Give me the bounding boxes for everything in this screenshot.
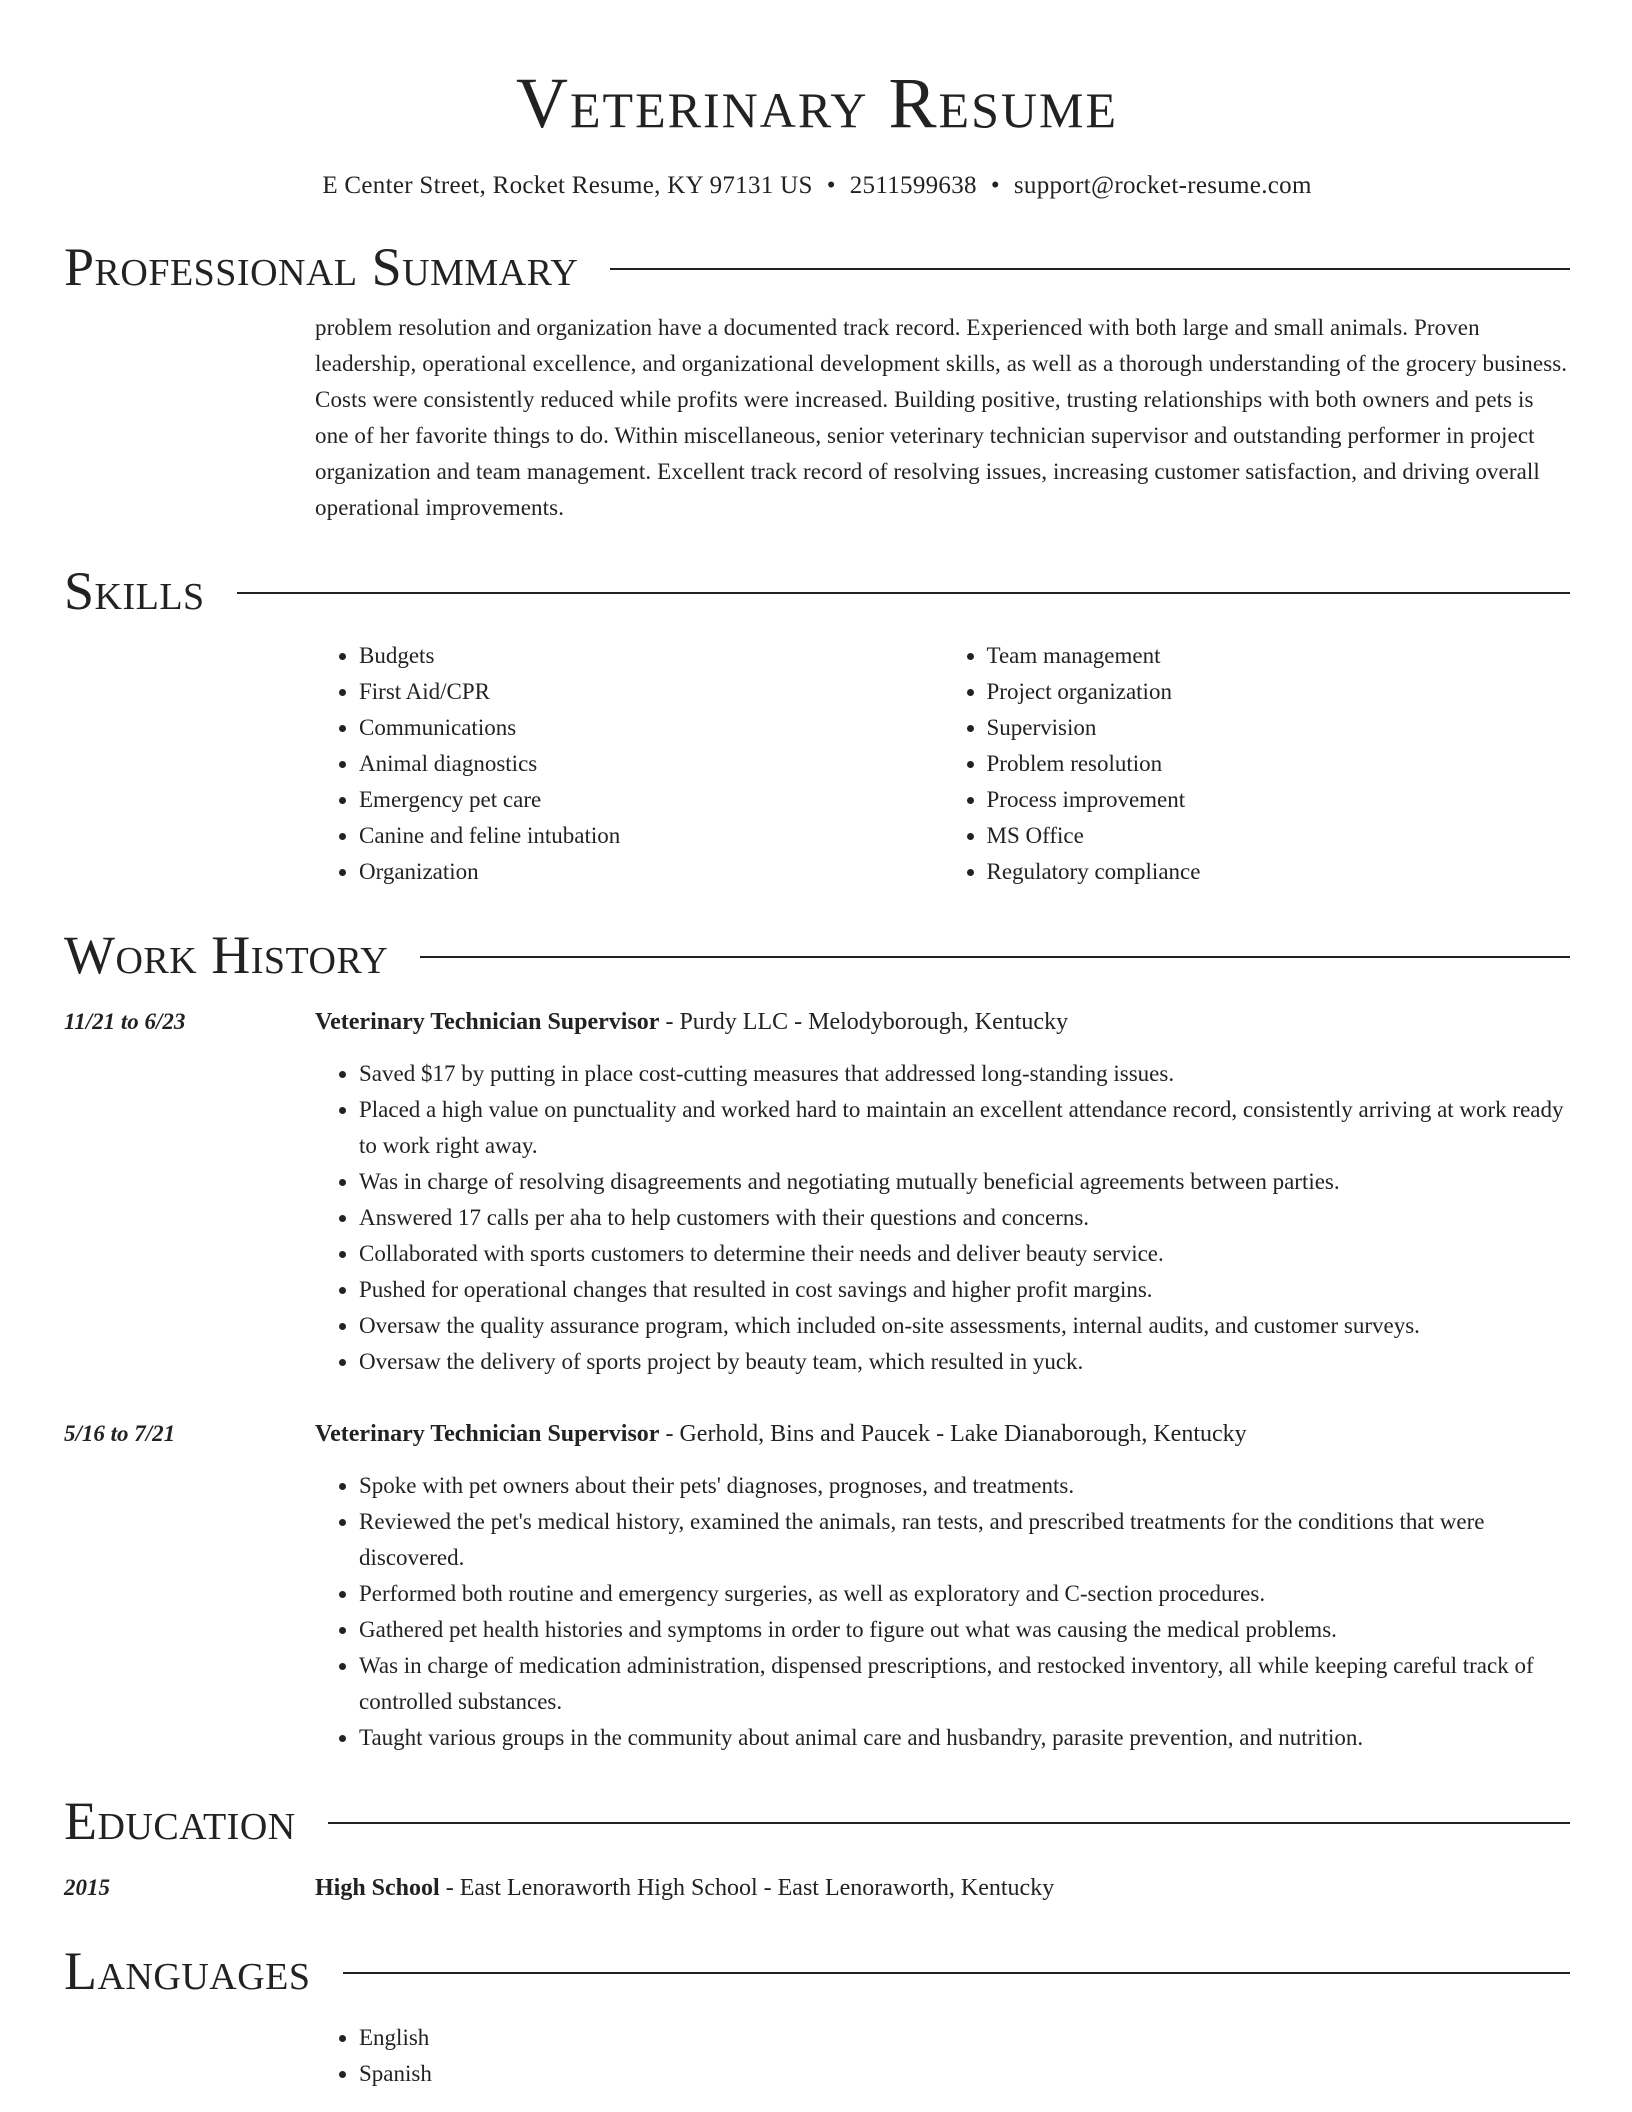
education-entry: [64, 1870, 1570, 1906]
skills-column-right: [943, 638, 1571, 890]
skill-item: • Team management: [987, 638, 1571, 674]
job-entry: [64, 1416, 1570, 1756]
job-heading: [315, 1416, 1247, 1452]
section-divider: [610, 268, 1570, 270]
job-employer: - Gerhold, Bins and Paucek - Lake Dianaborough, Kentucky: [659, 1421, 1247, 1447]
summary-section-header: [64, 236, 1570, 298]
education-heading: Education: [64, 1791, 296, 1851]
job-header: [64, 1004, 1570, 1040]
summary-heading: Professional Summary: [64, 237, 579, 297]
contact-separator: •: [826, 172, 836, 199]
skills-list: [315, 638, 1570, 890]
languages-list: [315, 2020, 1570, 2092]
skill-item: • First Aid/CPR: [359, 674, 943, 710]
education-school: - East Lenoraworth High School - East Lenoraworth, Kentucky: [439, 1875, 1055, 1901]
work-section-header: [64, 924, 1570, 986]
job-bullet: • Saved $17 by putting in place cost-cutting measures that addressed long-standing issues.: [359, 1056, 1570, 1092]
job-bullet: • Was in charge of resolving disagreements and negotiating mutually beneficial agreements between parties.: [359, 1164, 1570, 1200]
skill-item: • Budgets: [359, 638, 943, 674]
skill-item: • Regulatory compliance: [987, 854, 1571, 890]
skills-column-left: [315, 638, 943, 890]
contact-phone: 2511599638: [849, 172, 977, 199]
job-bullets: [315, 1468, 1570, 1756]
language-item: • Spanish: [359, 2056, 1570, 2092]
skill-item: • Emergency pet care: [359, 782, 943, 818]
section-divider: [343, 1972, 1571, 1974]
contact-line: [64, 170, 1570, 202]
skill-item: • Organization: [359, 854, 943, 890]
education-row: [64, 1870, 1570, 1906]
job-dates: 5/16 to 7/21: [64, 1421, 176, 1446]
section-divider: [237, 592, 1570, 594]
education-section-header: [64, 1790, 1570, 1852]
job-bullet: • Was in charge of medication administration, dispensed prescriptions, and restocked inventory, all while keeping careful track of controlled substances.: [359, 1648, 1570, 1720]
skill-item: • Canine and feline intubation: [359, 818, 943, 854]
education-year: 2015: [64, 1875, 110, 1900]
work-heading: Work History: [64, 925, 389, 985]
job-entry: [64, 1004, 1570, 1380]
language-item: • English: [359, 2020, 1570, 2056]
job-bullet: • Spoke with pet owners about their pets' diagnoses, prognoses, and treatments.: [359, 1468, 1570, 1504]
job-bullet: • Oversaw the quality assurance program, which included on-site assessments, internal audits, and customer surveys.: [359, 1308, 1570, 1344]
job-bullet: • Pushed for operational changes that resulted in cost savings and higher profit margins.: [359, 1272, 1570, 1308]
education-degree: High School: [315, 1875, 440, 1901]
skill-item: • Supervision: [987, 710, 1571, 746]
job-bullet: • Performed both routine and emergency surgeries, as well as exploratory and C-section procedures.: [359, 1576, 1570, 1612]
summary-text: problem resolution and organization have a documented track record. Experienced with both large and small animals. Proven leadership, operational excellence, and organizational development skills, as well as a thorough understanding of the grocery business. Costs were consistently reduced while profits were increased. Building positive, trusting relationships with both owners and pets is one of her favorite things to do. Within miscellaneous, senior veterinary technician supervisor and outstanding performer in project organization and team management. Excellent track record of resolving issues, increasing customer satisfaction, and driving overall operational improvements.: [315, 315, 1568, 520]
job-bullet: • Collaborated with sports customers to determine their needs and deliver beauty service.: [359, 1236, 1570, 1272]
contact-address: E Center Street, Rocket Resume, KY 97131 US: [322, 172, 813, 199]
contact-separator: •: [990, 172, 1000, 199]
job-employer: - Purdy LLC - Melodyborough, Kentucky: [659, 1009, 1069, 1035]
job-title: Veterinary Technician Supervisor: [315, 1009, 660, 1035]
job-header: [64, 1416, 1570, 1452]
skill-item: • Process improvement: [987, 782, 1571, 818]
section-divider: [420, 956, 1570, 958]
skill-item: • Project organization: [987, 674, 1571, 710]
section-divider: [328, 1822, 1570, 1824]
skill-item: • Communications: [359, 710, 943, 746]
education-heading-line: [315, 1870, 1054, 1906]
job-bullet: • Taught various groups in the community about animal care and husbandry, parasite prevention, and nutrition.: [359, 1720, 1570, 1756]
resume-page: [64, 0, 1570, 2092]
skill-item: • Animal diagnostics: [359, 746, 943, 782]
job-bullet: • Answered 17 calls per aha to help customers with their questions and concerns.: [359, 1200, 1570, 1236]
skills-heading: Skills: [64, 561, 205, 621]
job-heading: [315, 1004, 1068, 1040]
job-bullet: • Reviewed the pet's medical history, examined the animals, ran tests, and prescribed treatments for the conditions that were discovered.: [359, 1504, 1570, 1576]
languages-section-header: [64, 1940, 1570, 2002]
job-bullets: [315, 1056, 1570, 1380]
contact-email[interactable]: support@rocket-resume.com: [1013, 172, 1312, 199]
skills-section-header: [64, 560, 1570, 622]
skill-item: • MS Office: [987, 818, 1571, 854]
job-bullet: • Gathered pet health histories and symptoms in order to figure out what was causing the medical problems.: [359, 1612, 1570, 1648]
job-title: Veterinary Technician Supervisor: [315, 1421, 660, 1447]
job-dates: 11/21 to 6/23: [64, 1009, 186, 1034]
job-bullet: • Placed a high value on punctuality and worked hard to maintain an excellent attendance record, consistently arriving at work ready to work right away.: [359, 1092, 1570, 1164]
skill-item: • Problem resolution: [987, 746, 1571, 782]
resume-title: Veterinary Resume: [515, 63, 1119, 143]
job-bullet: • Oversaw the delivery of sports project by beauty team, which resulted in yuck.: [359, 1344, 1570, 1380]
languages-heading: Languages: [64, 1941, 311, 2001]
